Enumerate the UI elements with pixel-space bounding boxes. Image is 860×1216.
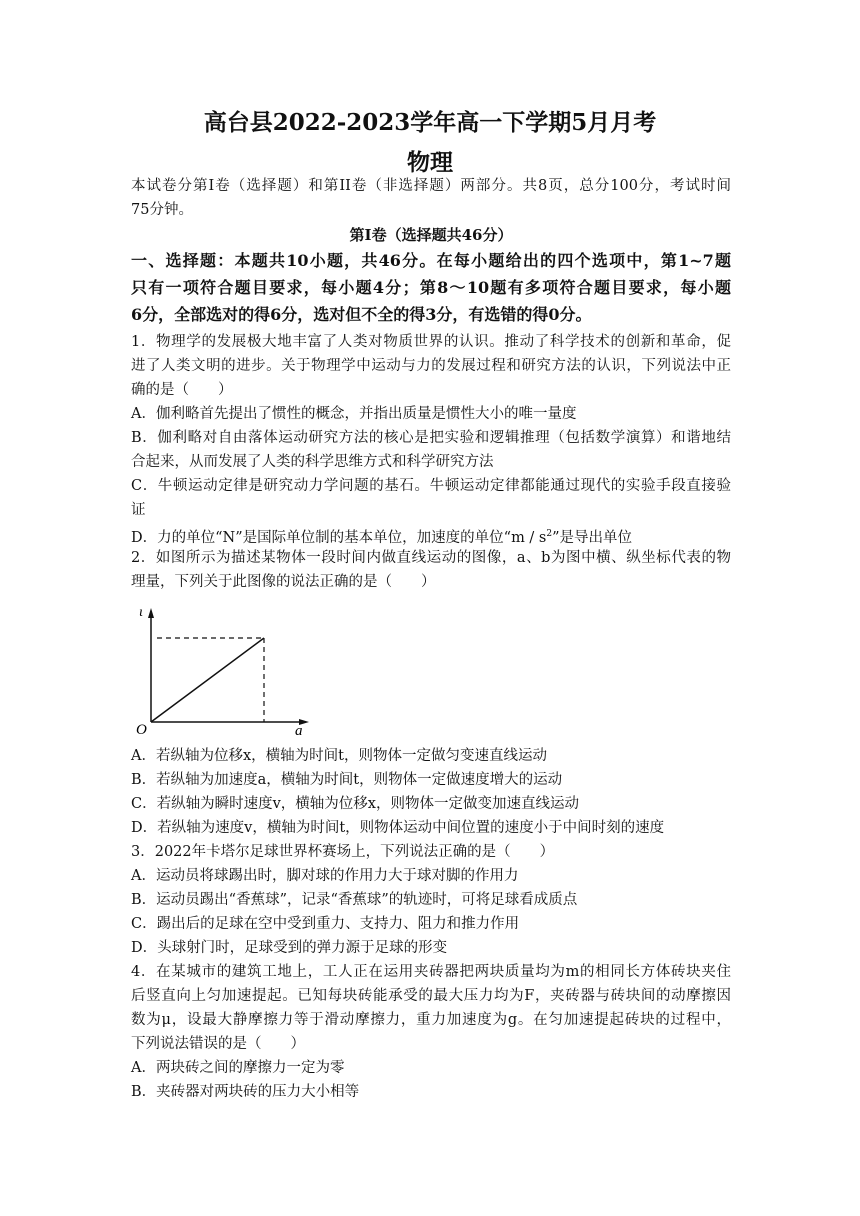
q3-option-b: B．运动员踢出“香蕉球”，记录“香蕉球”的轨迹时，可将足球看成质点: [131, 892, 578, 908]
q2-stem-1: 2．如图所示为描述某物体一段时间内做直线运动的图像，a、b为图中横、纵坐标代表的物: [131, 550, 731, 566]
q1-option-b-1: B．伽利略对自由落体运动研究方法的核心是把实验和逻辑推理（包括数学演算）和谐地结: [131, 430, 731, 446]
graph-y-label: ι: [139, 605, 143, 620]
intro-line-2: 75分钟。: [131, 202, 193, 218]
q1-stem-1: 1．物理学的发展极大地丰富了人类对物质世界的认识。推动了科学技术的创新和革命，促: [131, 334, 731, 350]
exam-title: 高台县2022-2023学年高一下学期5月月考: [203, 109, 657, 136]
unit-base: m / s: [511, 529, 547, 546]
instructions-line-3: 6分，全部选对的得6分，选对但不全的得3分，有选错的得0分。: [131, 305, 592, 324]
q1-stem-3: 确的是（ ）: [131, 382, 233, 398]
q4-stem-2: 后竖直向上匀加速提起。已知每块砖能承受的最大压力均为F，夹砖器与砖块间的动摩擦因: [131, 988, 731, 1004]
unit-ms2: [511, 530, 552, 546]
q2-stem-2: 理量，下列关于此图像的说法正确的是（ ）: [131, 574, 436, 590]
q4-stem-3: 数为μ，设最大静摩擦力等于滑动摩擦力，重力加速度为g。在匀加速提起砖块的过程中，: [131, 1012, 731, 1028]
q1-option-c-2: 证: [131, 502, 146, 518]
q1-option-d: [131, 523, 731, 549]
q1-option-a: A．伽利略首先提出了惯性的概念，并指出质量是惯性大小的唯一量度: [131, 406, 577, 422]
instructions-line-1: 一、选择题：本题共10小题，共46分。在每小题给出的四个选项中，第1~7题: [131, 251, 731, 270]
q1-option-d-tail: ”是导出单位: [552, 529, 633, 546]
q4-stem-4: 下列说法错误的是（ ）: [131, 1036, 305, 1052]
unit-exponent: 2: [546, 529, 553, 539]
subject-title: 物理: [407, 149, 453, 176]
q1-option-d-text: D．力的单位“N”是国际单位制的基本单位，加速度的单位“: [131, 529, 512, 546]
graph-origin-label: O: [136, 722, 147, 736]
q2-graph: [131, 598, 311, 736]
q1-option-c-1: C．牛顿运动定律是研究动力学问题的基石。牛顿运动定律都能通过现代的实验手段直接验: [131, 478, 731, 494]
q4-option-a: A．两块砖之间的摩擦力一定为零: [131, 1060, 345, 1076]
graph-x-label: a: [295, 723, 303, 736]
q2-option-a: A．若纵轴为位移x，横轴为时间t，则物体一定做匀变速直线运动: [131, 748, 547, 764]
q3-option-a: A．运动员将球踢出时，脚对球的作用力大于球对脚的作用力: [131, 868, 519, 884]
q2-option-b: B．若纵轴为加速度a，横轴为时间t，则物体一定做速度增大的运动: [131, 772, 563, 788]
intro-line-1: 本试卷分第I卷（选择题）和第II卷（非选择题）两部分。共8页，总分100分，考试时间: [131, 178, 731, 194]
q1-stem-2: 进了人类文明的进步。关于物理学中运动与力的发展过程和研究方法的认识，下列说法中正: [131, 358, 731, 374]
graph-y-arrow: [148, 608, 154, 618]
q1-option-b-2: 合起来，从而发展了人类的科学思维方式和科学研究方法: [131, 454, 494, 470]
instructions-line-2: 只有一项符合题目要求，每小题4分；第8～10题有多项符合题目要求，每小题: [131, 278, 731, 297]
q2-option-d: D．若纵轴为速度v，横轴为时间t，则物体运动中间位置的速度小于中间时刻的速度: [131, 820, 665, 836]
q3-option-d: D．头球射门时，足球受到的弹力源于足球的形变: [131, 940, 448, 956]
q3-option-c: C．踢出后的足球在空中受到重力、支持力、阻力和推力作用: [131, 916, 520, 932]
q3-stem: 3．2022年卡塔尔足球世界杯赛场上，下列说法正确的是（ ）: [131, 844, 555, 860]
q4-option-b: B．夹砖器对两块砖的压力大小相等: [131, 1084, 360, 1100]
q4-stem-1: 4．在某城市的建筑工地上，工人正在运用夹砖器把两块质量均为m的相同长方体砖块夹住: [131, 964, 731, 980]
graph-line: [151, 638, 264, 722]
section-title: 第I卷（选择题共46分）: [349, 226, 513, 244]
q2-option-c: C．若纵轴为瞬时速度v，横轴为位移x，则物体一定做变加速直线运动: [131, 796, 579, 812]
